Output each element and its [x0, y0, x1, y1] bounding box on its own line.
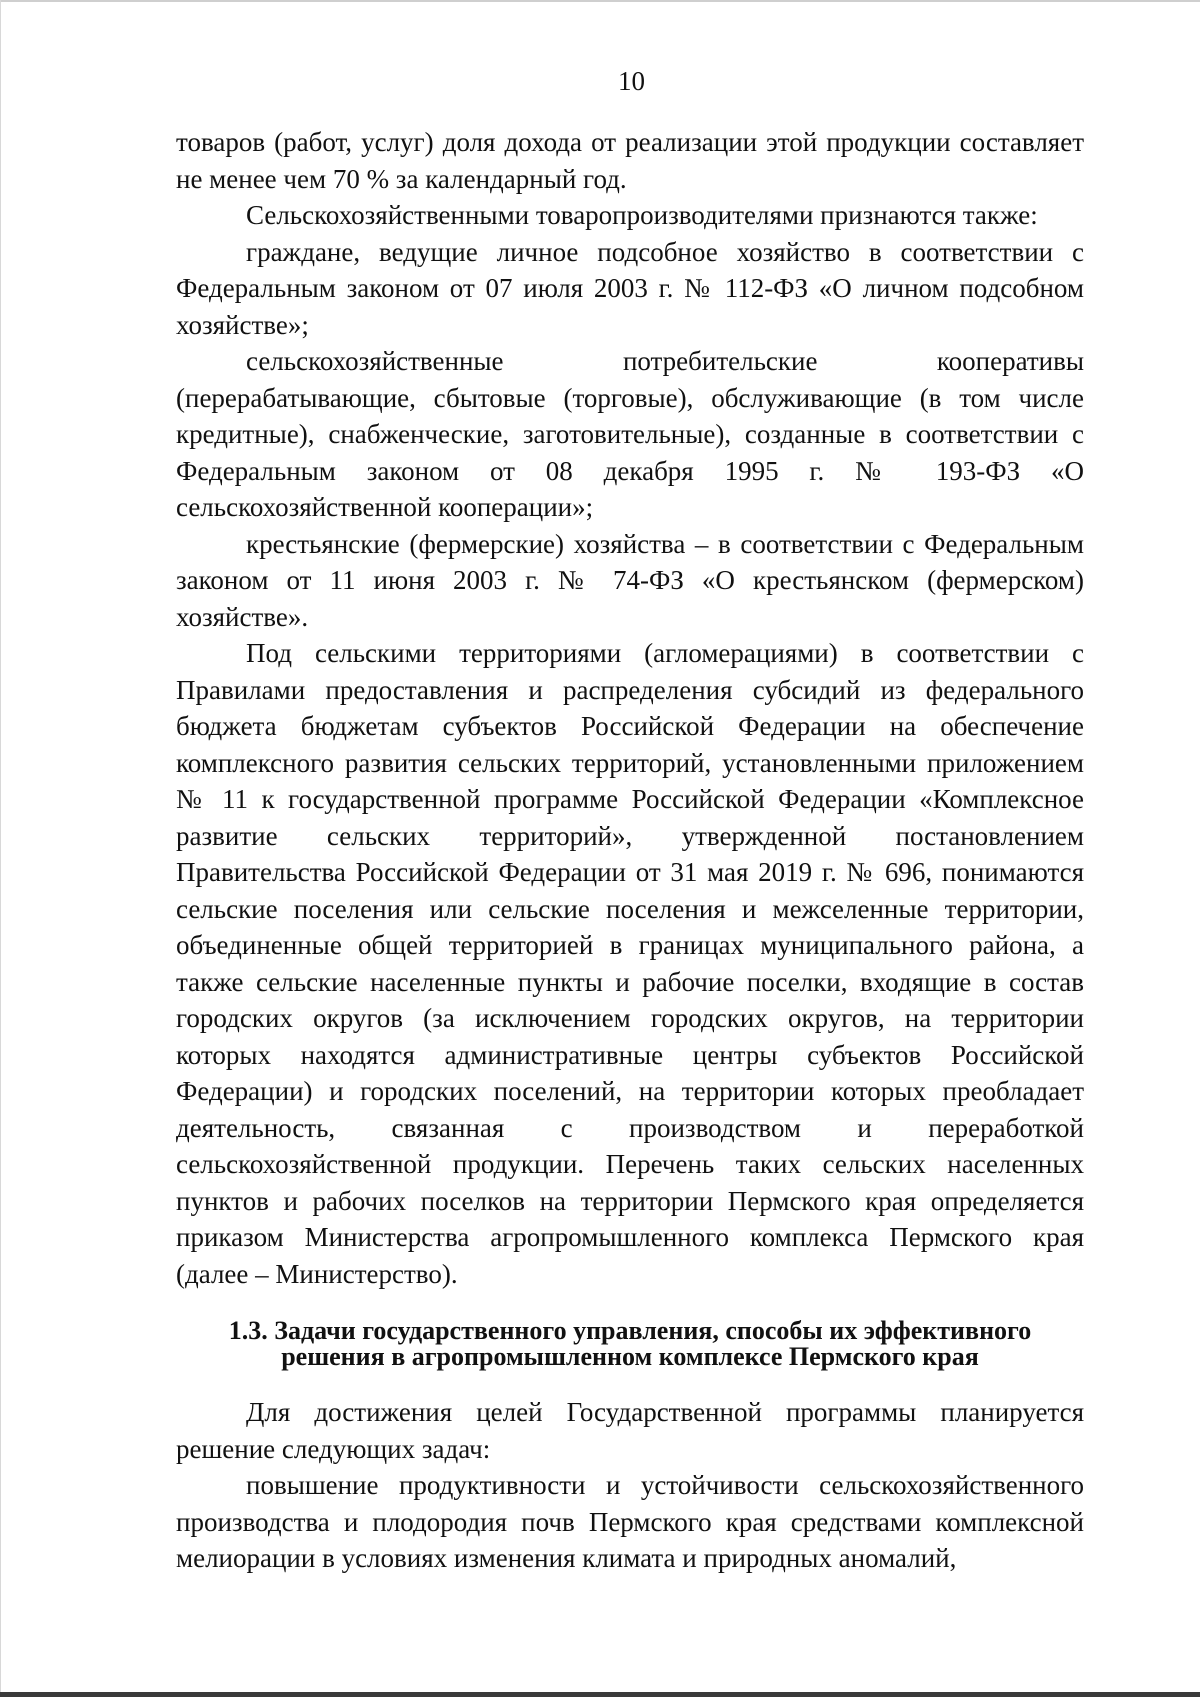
scan-edge-left: [0, 0, 1, 1697]
section-heading-line1: 1.3. Задачи государственного управления, способы их эффективного: [228, 1316, 1032, 1345]
paragraph-tasks-intro: Для достижения целей Государственной программы планируется решение следующих задач:: [176, 1397, 1084, 1464]
paragraph-cooperatives: сельскохозяйственные потребительские кооперативы (перерабатывающие, сбытовые (торговые), обслуживающие (в том числе кредитные), снабженческие, заготовительные), созданные в соответствии с Федеральным законом от 08 декабря 1995 г. № 193-ФЗ «О сельскохозяйственной кооперации»;: [176, 346, 1084, 522]
paragraph-farms: крестьянские (фермерские) хозяйства – в соответствии с Федеральным законом от 11 июня 2003 г. № 74-ФЗ «О крестьянском (фермерском) хозяйстве».: [176, 528, 1084, 632]
document-body: [176, 124, 1084, 1577]
paragraph-producers-intro: Сельскохозяйственными товаропроизводителями признаются также:: [246, 200, 1038, 230]
paragraph-continuation: товаров (работ, услуг) доля дохода от реализации этой продукции составляет не менее чем 70 % за календарный год.: [176, 127, 1084, 194]
paragraph-task-1: повышение продуктивности и устойчивости сельскохозяйственного производства и плодородия почв Пермского края средствами комплексной мелиорации в условиях изменения климата и природных аномалий,: [176, 1470, 1084, 1573]
paragraph-rural-territories: Под сельскими территориями (агломерациями) в соответствии с Правилами предоставления и распределения субсидий из федерального бюджета бюджетам субъектов Российской Федерации на обеспечение комплексного развития сельских территорий, установленными приложением № 11 к государственной программе Российской Федерации «Комплексное развитие сельских территорий», утвержденной постановлением Правительства Российской Федерации от 31 мая 2019 г. № 696, понимаются сельские поселения или сельские поселения и межселенные территории, объединенные общей территорией в границах муниципального района, а также сельские населенные пункты и рабочие поселки, входящие в состав городских округов (за исключением городских округов, на территории которых находятся административные центры субъектов Российской Федерации) и городских поселений, на территории которых преобладает деятельность, связанная с производством и переработкой сельскохозяйственной продукции. Перечень таких сельских населенных пунктов и рабочих поселков на территории Пермского края определяется приказом Министерства агропромышленного комплекса Пермского края (далее – Министерство).: [176, 638, 1084, 1289]
paragraph-citizens: граждане, ведущие личное подсобное хозяйство в соответствии с Федеральным законом от 07 июля 2003 г. № 112-ФЗ «О личном подсобном хозяйстве»;: [176, 236, 1084, 340]
section-heading-line2: решения в агропромышленном комплексе Пермского края: [281, 1342, 979, 1371]
section-heading: [176, 1318, 1084, 1370]
page-number: 10: [618, 66, 645, 96]
scan-edge-bottom: [0, 1692, 1200, 1697]
scan-edge-top: [0, 0, 1200, 2]
